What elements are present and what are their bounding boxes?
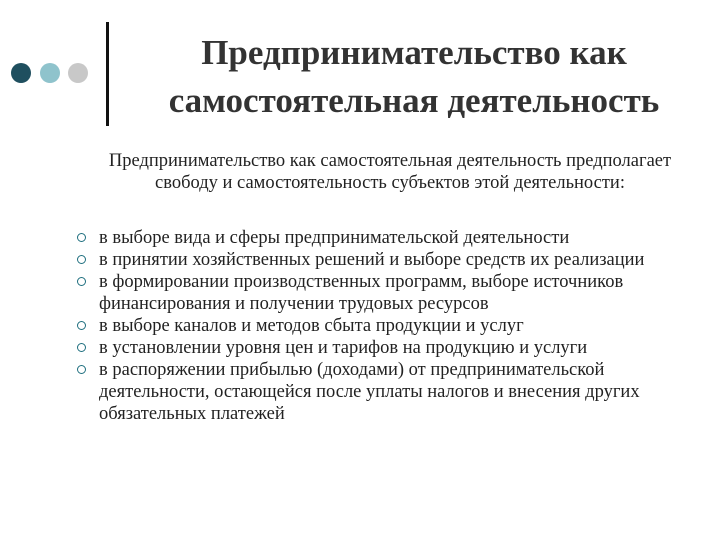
list-item: [0, 227, 679, 249]
bullet-circle-icon: [77, 255, 86, 264]
bullet-circle-icon: [77, 343, 86, 352]
bullet-text: в распоряжении прибылью (доходами) от предпринимательской деятельности, остающейся после уплаты налогов и внесения других обязательных платежей: [99, 360, 640, 424]
bullet-text: в установлении уровня цен и тарифов на продукцию и услуги: [99, 338, 588, 358]
bullet-text: в формировании производственных программ, выборе источников финансирования и получении трудовых ресурсов: [99, 272, 624, 314]
grey-dot-icon: [68, 63, 88, 83]
bullet-circle-icon: [77, 365, 86, 374]
bullet-list: [0, 227, 720, 425]
bullet-circle-icon: [77, 321, 86, 330]
slide-title: [112, 29, 716, 125]
teal-dot-icon: [40, 63, 60, 83]
list-item: [0, 359, 679, 425]
decorative-dots: [11, 63, 97, 83]
intro-paragraph: Предпринимательство как самостоятельная деятельность предполагает свободу и самостоятельность субъектов этой деятельности:: [108, 151, 672, 193]
bullet-text: в принятии хозяйственных решений и выборе средств их реализации: [99, 250, 645, 270]
title-line-1: Предпринимательство как: [201, 33, 627, 72]
bullet-text: в выборе вида и сферы предпринимательской деятельности: [99, 228, 570, 248]
title-divider: [106, 22, 109, 126]
bullet-circle-icon: [77, 233, 86, 242]
list-item: [0, 337, 679, 359]
dark-dot-icon: [11, 63, 31, 83]
title-line-2: самостоятельная деятельность: [168, 81, 660, 120]
list-item: [0, 271, 679, 315]
list-item: [0, 249, 679, 271]
list-item: [0, 315, 679, 337]
bullet-text: в выборе каналов и методов сбыта продукции и услуг: [99, 316, 524, 336]
bullet-circle-icon: [77, 277, 86, 286]
